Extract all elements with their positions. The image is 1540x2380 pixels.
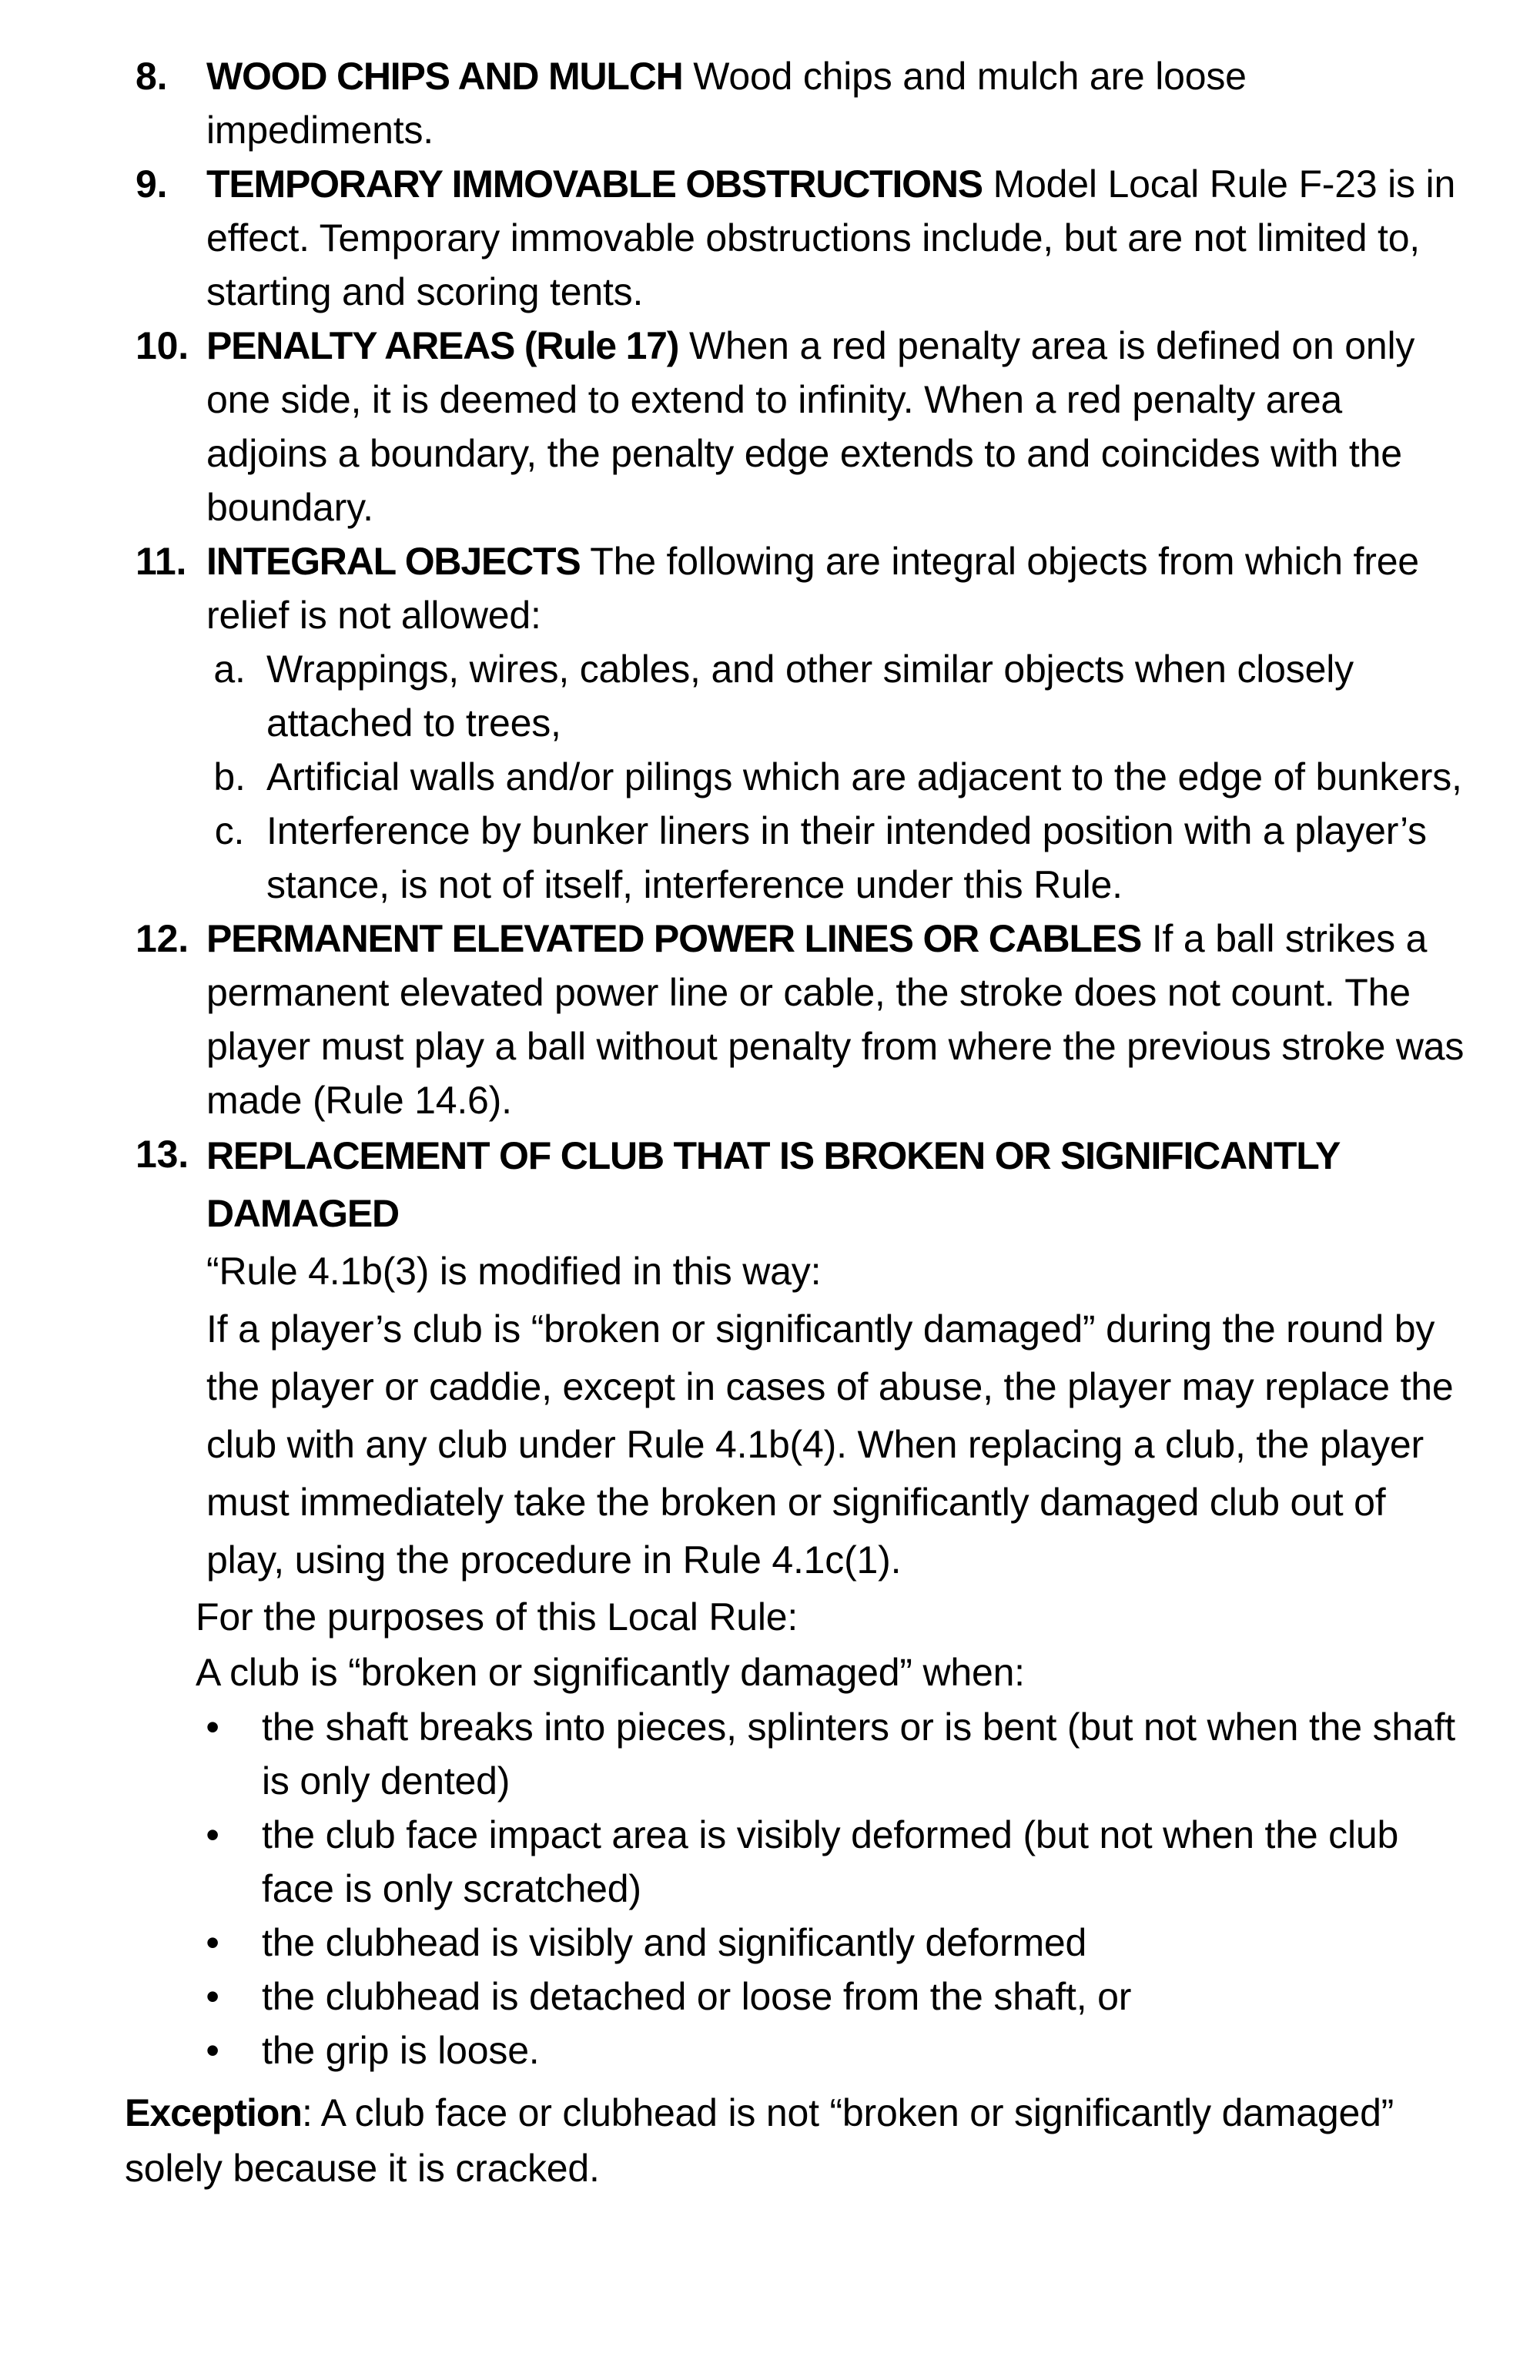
list-item-letter: c. [214, 809, 245, 852]
rule-12 [136, 912, 1471, 1127]
bullet-icon: • [206, 2029, 219, 2072]
bullet-item [192, 1808, 1471, 1916]
bullet-item [192, 1970, 1471, 2024]
bullet-text: the grip is loose. [262, 2029, 540, 2072]
bullet-icon: • [206, 1813, 219, 1856]
rule-number: 10. [136, 324, 189, 367]
list-item-text: Wrappings, wires, cables, and other similar objects when closely attached to trees, [266, 648, 1354, 745]
rule-number: 9. [136, 162, 168, 206]
bullet-icon: • [206, 1921, 219, 1964]
rule-13 [136, 1127, 1471, 1700]
bullet-item [192, 1916, 1471, 1970]
rule-title: REPLACEMENT OF CLUB THAT IS BROKEN OR SIGNIFICANTLY DAMAGED [206, 1134, 1340, 1235]
exception-label: Exception [125, 2091, 302, 2134]
rule-number: 11. [136, 540, 187, 583]
list-item-text: Artificial walls and/or pilings which are adjacent to the edge of bunkers, [266, 755, 1462, 798]
rule-number: 8. [136, 55, 168, 98]
definition-line: A club is “broken or significantly damaged” when: [196, 1651, 1025, 1694]
rule-number: 13. [136, 1133, 189, 1176]
purposes-line: For the purposes of this Local Rule: [196, 1595, 798, 1639]
bullet-text: the clubhead is detached or loose from the shaft, or [262, 1975, 1132, 2018]
rule-text: If a ball strikes a permanent elevated power line or cable, the stroke does not count. The player must play a ball without penalty from where the previous stroke was made (Rule 14.6). [206, 917, 1465, 1122]
bullet-text: the club face impact area is visibly deformed (but not when the club face is only scratched) [262, 1813, 1399, 1910]
rule-number: 12. [136, 917, 189, 960]
rule-title: TEMPORARY IMMOVABLE OBSTRUCTIONS [206, 162, 983, 206]
rule-9 [136, 157, 1471, 319]
rule-8 [136, 49, 1471, 157]
bullet-item [192, 1700, 1471, 1808]
rule-intro: “Rule 4.1b(3) is modified in this way: [206, 1250, 822, 1293]
rule-text: Wood chips and mulch are loose impediments. [206, 55, 1247, 152]
bullet-text: the clubhead is visibly and significantly deformed [262, 1921, 1087, 1964]
list-item [206, 750, 1471, 804]
list-item [206, 642, 1471, 750]
list-item [206, 804, 1471, 912]
list-item-letter: a. [213, 648, 246, 691]
list-item-letter: b. [213, 755, 246, 798]
rule-body: If a player’s club is “broken or significantly damaged” during the round by the player or caddie, except in cases of abuse, the player may replace the club with any club under Rule 4.1b(4). When replacing a club, the player must immediately take the broken or significantly damaged club out of play, using the procedure in Rule 4.1c(1). [206, 1307, 1454, 1582]
damage-criteria-list [192, 1700, 1471, 2077]
exception-note [125, 2085, 1471, 2196]
rule-text: The following are integral objects from which free relief is not allowed: [206, 540, 1419, 637]
bullet-item [192, 2024, 1471, 2077]
exception-text: : A club face or clubhead is not “broken or significantly damaged” solely because it is cracked. [125, 2091, 1394, 2190]
rule-title: PENALTY AREAS (Rule 17) [206, 324, 679, 367]
list-item-text: Interference by bunker liners in their intended position with a player’s stance, is not of itself, interference under this Rule. [266, 809, 1427, 906]
rule-text: Model Local Rule F-23 is in effect. Temporary immovable obstructions include, but are not limited to, starting and scoring tents. [206, 162, 1456, 313]
bullet-icon: • [206, 1705, 219, 1749]
rule-10 [136, 319, 1471, 534]
rule-title: WOOD CHIPS AND MULCH [206, 55, 683, 98]
rule-title: PERMANENT ELEVATED POWER LINES OR CABLES [206, 917, 1142, 960]
rule-title: INTEGRAL OBJECTS [206, 540, 581, 583]
bullet-icon: • [206, 1975, 219, 2018]
bullet-text: the shaft breaks into pieces, splinters or is bent (but not when the shaft is only dented) [262, 1705, 1455, 1803]
integral-objects-list [206, 642, 1471, 912]
rule-text: When a red penalty area is defined on only one side, it is deemed to extend to infinity. When a red penalty area adjoins a boundary, the penalty edge extends to and coincides with the boundary. [206, 324, 1415, 529]
rule-11 [136, 534, 1471, 912]
